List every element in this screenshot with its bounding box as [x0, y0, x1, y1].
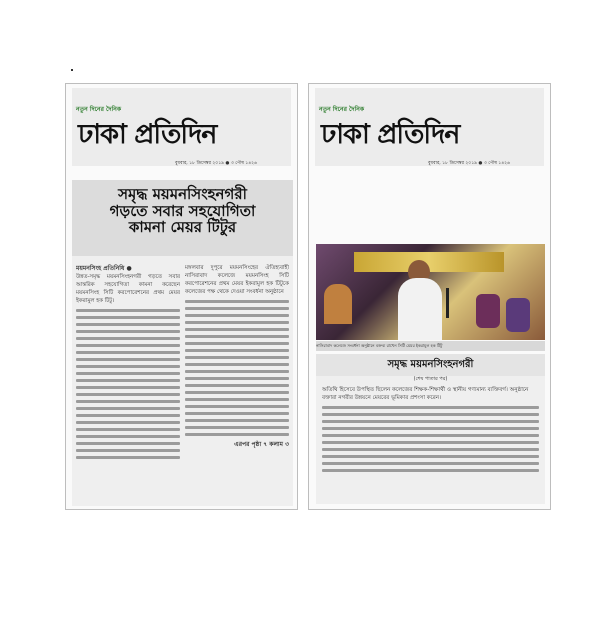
article-lead-1: উন্নত-সমৃদ্ধ ময়মনসিংহনগরী গড়তে সবার আন্তরিক সহযোগিতা কামনা করেছেন ময়মনসিংহ সিটি করপোরেশনের প্রথম মেয়র ইকরামুল হক টিটু। — [76, 274, 180, 304]
left-clipping — [65, 83, 298, 510]
article-column-2 — [185, 264, 289, 504]
headline-line-2: গড়তে সবার সহযোগিতা — [109, 201, 256, 220]
continuation-text: অতিথি হিসেবে উপস্থিত ছিলেন কলেজের শিক্ষক-শিক্ষার্থী ও স্থানীয় গণ্যমান্য ব্যক্তিবর্গ। অনুষ্ঠানে বক্তারা নগরীর উন্নয়নে মেয়রের ভূমিকার প্রশংসা করেন। — [322, 387, 529, 401]
stray-dot — [71, 69, 73, 71]
left-dateline: বুধবার, ১৮ ডিসেম্বর ২০১৯ ● ৩ পৌষ ১৪২৬ — [175, 161, 257, 166]
article-byline: ময়মনসিংহ প্রতিনিধি ● — [76, 265, 132, 272]
right-newspaper-logo: ঢাকা প্রতিদিন — [321, 119, 460, 150]
article-lead-2: মঙ্গলবার দুপুরে ময়মনসিংহের ঐতিহ্যবাহী নাসিরাবাদ কলেজে ময়মনসিংহ সিটি করপোরেশনের প্রথম মেয়র ইকরামুল হক টিটুকে কলেজের পক্ষ থেকে দেওয়া সংবর্ধনা অনুষ্ঠানে — [185, 265, 289, 295]
left-masthead — [72, 88, 291, 166]
left-newspaper-logo: ঢাকা প্রতিদিন — [78, 119, 217, 150]
continued-from-label: (শেষ পাতার পর) — [413, 376, 448, 382]
right-masthead — [315, 88, 544, 166]
article-column-1 — [76, 264, 180, 504]
headline-line-1: সমৃদ্ধ ময়মনসিংহনগরী — [118, 185, 247, 203]
continuation-body — [322, 386, 539, 500]
continued-note: এরপর পৃষ্ঠা ৭ কলাম ৩ — [234, 441, 289, 448]
right-tagline: নতুন দিনের দৈনিক — [319, 106, 365, 113]
microphone-icon — [446, 288, 449, 318]
photo-caption: নাসিরাবাদ কলেজে সংবর্ধনা অনুষ্ঠানে বক্তব্য রাখেন সিটি মেয়র ইকরামুল হক টিটু — [316, 341, 545, 351]
right-dateline: বুধবার, ১৮ ডিসেম্বর ২০১৯ ● ৩ পৌষ ১৪২৬ — [428, 161, 510, 166]
headline-line-3: কামনা মেয়র টিটুর — [128, 218, 237, 236]
continuation-headline: সমৃদ্ধ ময়মনসিংহনগরী — [316, 354, 545, 376]
event-photo — [316, 244, 545, 340]
left-article — [72, 180, 293, 506]
right-clipping — [308, 83, 551, 510]
continuation-article — [316, 354, 545, 504]
left-tagline: নতুন দিনের দৈনিক — [76, 106, 122, 113]
article-headline — [72, 180, 293, 256]
